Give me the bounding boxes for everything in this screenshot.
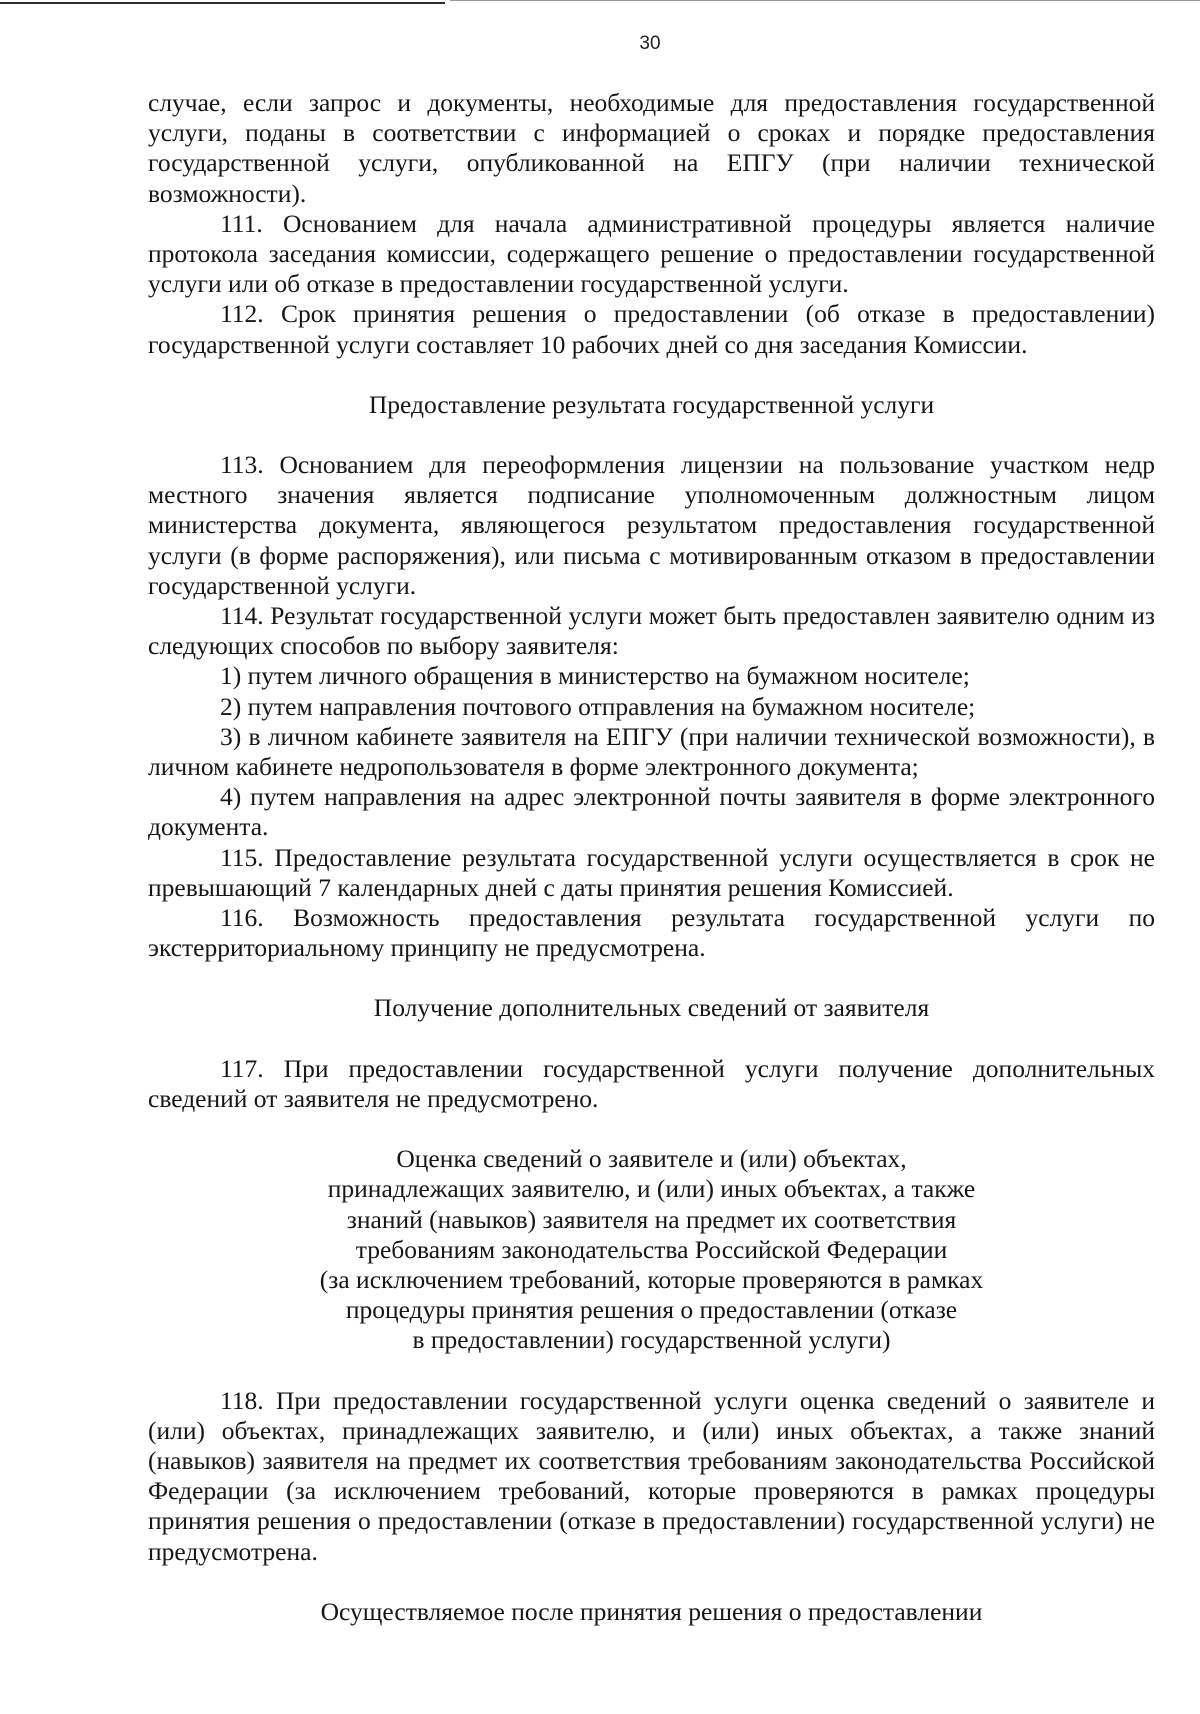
spacer: [148, 1356, 1155, 1386]
list-item-114-3: 3) в личном кабинете заявителя на ЕПГУ (при наличии технической возможности), в личном кабинете недропользователя в форме электронного документа;: [148, 721, 1155, 782]
paragraph-113: 113. Основанием для переоформления лицензии на пользование участком недр местного значения является подписание уполномоченным должностным лицом министерства документа, являющегося результатом предоставления государственной услуги (в форме распоряжения), или письма с мотивированным отказом в предоставлении государственной услуги.: [148, 450, 1155, 600]
document-body: [148, 88, 1155, 1627]
heading-line: процедуры принятия решения о предоставлении (отказе: [345, 1295, 958, 1325]
section-heading-assessment: [148, 1144, 1155, 1355]
heading-line: требованиям законодательства Российской Федерации: [355, 1234, 948, 1264]
heading-line: принадлежащих заявителю, и (или) иных объектах, а также: [327, 1174, 976, 1204]
section-heading-additional-info: Получение дополнительных сведений от заявителя: [373, 993, 930, 1023]
heading-line: (за исключением требований, которые проверяются в рамках: [319, 1264, 984, 1294]
spacer: [148, 963, 1155, 993]
spacer: [148, 1024, 1155, 1054]
paragraph-116: 116. Возможность предоставления результата государственной услуги по экстерриториальному принципу не предусмотрена.: [148, 903, 1155, 963]
paragraph-111: 111. Основанием для начала административной процедуры является наличие протокола заседания комиссии, содержащего решение о предоставлении государственной услуги или об отказе в предоставлении государственной услуги.: [148, 208, 1155, 299]
spacer: [148, 420, 1155, 450]
paragraph-115: 115. Предоставление результата государственной услуги осуществляется в срок не превышающий 7 календарных дней с даты принятия решения Комиссией.: [148, 842, 1155, 902]
heading-line: Оценка сведений о заявителе и (или) объектах,: [396, 1144, 907, 1174]
page-number: 30: [639, 33, 661, 54]
scan-edge-line: [0, 2, 445, 4]
list-item-114-1: 1) путем личного обращения в министерство на бумажном носителе;: [220, 661, 970, 691]
paragraph-continuation: случае, если запрос и документы, необходимые для предоставления государственной услуги, поданы в соответствии с информацией о сроках и порядке предоставления государственной услуги, опубликованной на ЕПГУ (при наличии технической возможности).: [148, 88, 1155, 208]
paragraph-117: 117. При предоставлении государственной услуги получение дополнительных сведений от заявителя не предусмотрено.: [148, 1053, 1155, 1113]
scan-edge-line-right: [450, 0, 1200, 1]
paragraph-114: 114. Результат государственной услуги может быть предоставлен заявителю одним из следующих способов по выбору заявителя:: [148, 601, 1155, 661]
spacer: [148, 1567, 1155, 1597]
list-item-114-4: 4) путем направления на адрес электронной почты заявителя в форме электронного документа.: [148, 782, 1155, 842]
paragraph-118: 118. При предоставлении государственной услуги оценка сведений о заявителе и (или) объектах, принадлежащих заявителю, и (или) иных объектах, а также знаний (навыков) заявителя на предмет их соответствия требованиям законодательства Российской Федерации (за исключением требований, которые проверяются в рамках процедуры принятия решения о предоставлении (отказе в предоставлении) государственной услуги) не предусмотрена.: [148, 1385, 1155, 1566]
spacer: [148, 1114, 1155, 1144]
list-item-114-2: 2) путем направления почтового отправления на бумажном носителе;: [220, 691, 976, 721]
heading-line: знаний (навыков) заявителя на предмет их соответствия: [346, 1204, 957, 1234]
section-heading-result: Предоставление результата государственной услуги: [368, 389, 935, 419]
spacer: [148, 360, 1155, 390]
heading-line: в предоставлении) государственной услуги): [412, 1325, 891, 1355]
section-heading-after-decision: Осуществляемое после принятия решения о предоставлении: [320, 1596, 983, 1626]
paragraph-112: 112. Срок принятия решения о предоставлении (об отказе в предоставлении) государственной услуги составляет 10 рабочих дней со дня заседания Комиссии.: [148, 299, 1155, 359]
